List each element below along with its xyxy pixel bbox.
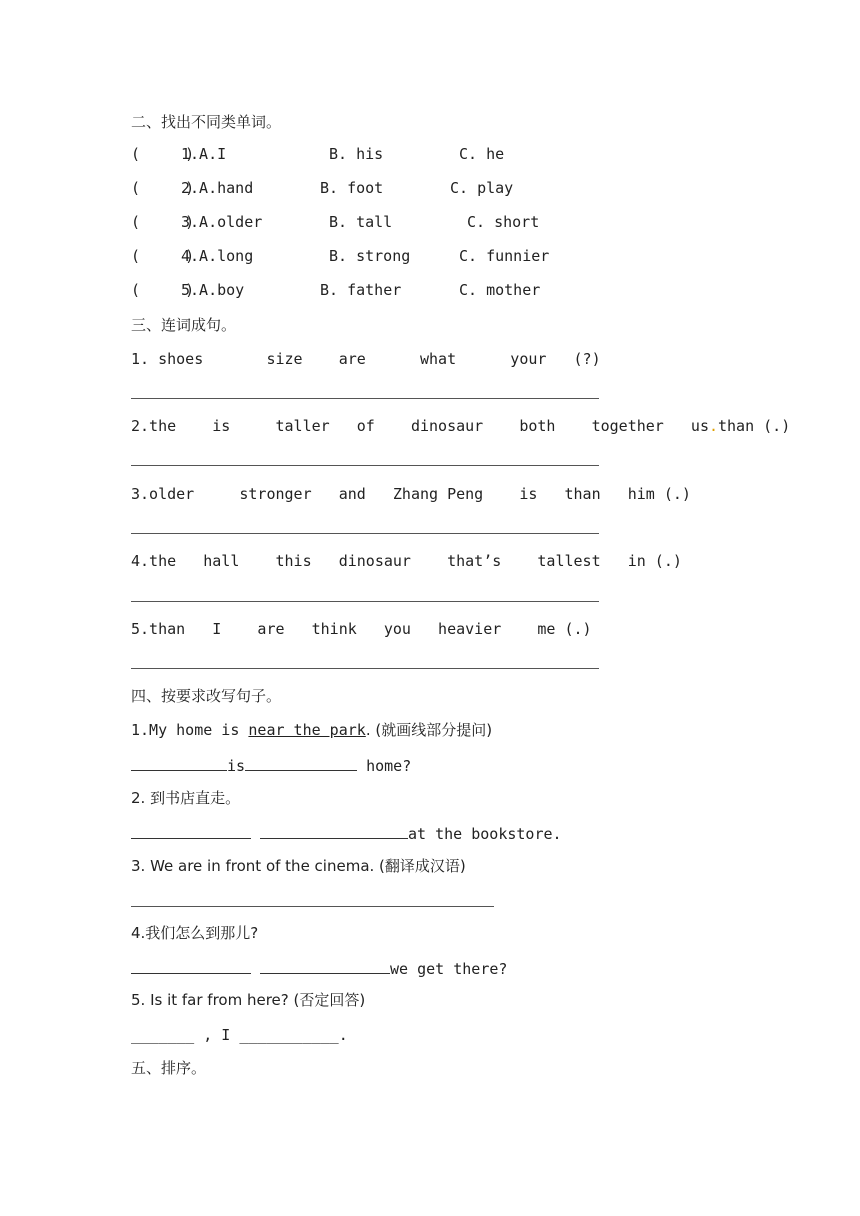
answer-line[interactable] — [131, 668, 599, 669]
option-c: C. he — [459, 145, 505, 163]
section2-heading: 二、找出不同类单词。 — [131, 113, 282, 131]
option-b: B. strong — [329, 247, 411, 265]
answer-blank[interactable] — [131, 754, 227, 771]
option-a: 5.A.boy — [181, 281, 245, 299]
option-c: C. funnier — [459, 247, 550, 265]
question-instruction: . (就画线部分提问) — [365, 721, 493, 739]
section3-item-1: 1. shoes size are what your (?) — [131, 350, 601, 368]
section4-answer-1 — [131, 754, 411, 776]
option-b: B. father — [320, 281, 402, 299]
answer-line[interactable] — [131, 601, 599, 602]
section4-question-2: 2. 到书店直走。 — [131, 789, 241, 807]
answer-blank[interactable] — [131, 822, 251, 839]
answer-line[interactable] — [131, 398, 599, 399]
answer-paren[interactable]: ( ) — [131, 179, 195, 197]
item-words: 2.the is taller of dinosaur both together us — [131, 417, 709, 435]
option-a: 1.A.I — [181, 145, 227, 163]
underlined-phrase: near the park — [248, 721, 366, 739]
option-c: C. mother — [459, 281, 541, 299]
section3-item-3: 3.older stronger and Zhang Peng is than him (.) — [131, 485, 691, 503]
option-b: B. foot — [320, 179, 384, 197]
section4-answer-4 — [131, 957, 507, 979]
answer-paren[interactable]: ( ) — [131, 145, 195, 163]
answer-text: we get there? — [390, 960, 508, 978]
section4-answer-2 — [131, 822, 562, 844]
option-a: 3.A.older — [181, 213, 263, 231]
section3-item-2 — [131, 416, 790, 436]
option-c: C. play — [450, 179, 514, 197]
answer-blank[interactable] — [260, 957, 390, 974]
section4-question-1 — [131, 720, 492, 740]
section4-question-5: 5. Is it far from here? (否定回答) — [131, 991, 366, 1009]
answer-blank[interactable] — [245, 754, 357, 771]
section4-answer-5[interactable]: _______ , I ___________. — [131, 1026, 348, 1044]
option-a: 4.A.long — [181, 247, 254, 265]
item-tail: than (.) — [718, 417, 791, 435]
answer-blank[interactable] — [131, 957, 251, 974]
answer-text: home? — [357, 757, 412, 775]
highlight-dot: . — [708, 417, 718, 435]
answer-line[interactable] — [131, 533, 599, 534]
section3-heading: 三、连词成句。 — [131, 316, 237, 334]
section4-heading: 四、按要求改写句子。 — [131, 687, 282, 705]
answer-text: at the bookstore. — [408, 825, 562, 843]
answer-line[interactable] — [131, 465, 599, 466]
option-b: B. his — [329, 145, 384, 163]
option-c: C. short — [467, 213, 540, 231]
section3-item-5: 5.than I are think you heavier me (.) — [131, 620, 592, 638]
answer-paren[interactable]: ( ) — [131, 281, 195, 299]
section4-question-4: 4.我们怎么到那儿? — [131, 924, 259, 942]
answer-line[interactable] — [131, 906, 494, 907]
answer-text: is — [227, 757, 246, 775]
section5-heading: 五、排序。 — [131, 1059, 207, 1077]
question-text: 1.My home is — [131, 721, 249, 739]
section4-question-3: 3. We are in front of the cinema. (翻译成汉语) — [131, 857, 466, 875]
section3-item-4: 4.the hall this dinosaur that’s tallest in (.) — [131, 552, 682, 570]
answer-blank[interactable] — [260, 822, 408, 839]
answer-paren[interactable]: ( ) — [131, 247, 195, 265]
option-b: B. tall — [329, 213, 393, 231]
option-a: 2.A.hand — [181, 179, 254, 197]
answer-paren[interactable]: ( ) — [131, 213, 195, 231]
